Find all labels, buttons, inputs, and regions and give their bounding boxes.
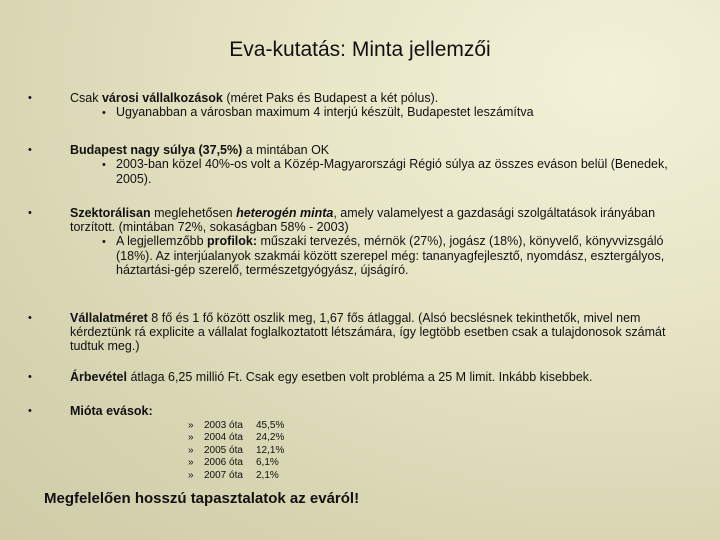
- bullet-item-sector: [28, 206, 688, 277]
- bullet-item-since: [28, 404, 688, 418]
- year-row: [188, 445, 284, 457]
- year-row: [188, 420, 284, 432]
- text-plain: (méret Paks és Budapest a két pólus).: [222, 91, 439, 105]
- chevron-right-icon: »: [188, 444, 194, 456]
- bullet-text: [70, 404, 688, 418]
- text-bold: Vállalatméret: [70, 311, 148, 325]
- chevron-right-icon: »: [188, 420, 194, 431]
- year-value: 12,1%: [256, 444, 285, 456]
- sub-bullet-icon: •: [102, 159, 106, 171]
- year-value: 2,1%: [256, 469, 279, 481]
- chevron-right-icon: »: [188, 457, 194, 469]
- text-bold: profilok:: [207, 234, 258, 248]
- text-bold-italic: heterogén minta: [236, 206, 334, 220]
- year-row: [188, 457, 284, 469]
- text-plain: a mintában OK: [242, 143, 330, 157]
- year-label: 2005 óta: [204, 444, 243, 456]
- text-bold: városi vállalkozások: [101, 91, 223, 105]
- years-list: [188, 420, 284, 482]
- chevron-right-icon: »: [188, 469, 194, 481]
- text-plain: , amely valamelyest a gazdasági szolgáltatások irányában torzított. (mintában 72%, sokaságban 58% - 2003): [70, 206, 656, 234]
- bullet-item-budapest: [28, 143, 688, 186]
- text-bold: Mióta evások:: [70, 404, 153, 418]
- bullet-text: [70, 206, 688, 234]
- bullet-item-revenue: [28, 370, 688, 384]
- sub-bullet-icon: •: [102, 236, 106, 248]
- bullet-item-company-size: [28, 311, 688, 353]
- year-label: 2004 óta: [204, 432, 243, 444]
- sub-bullet-text: Ugyanabban a városban maximum 4 interjú készült, Budapestet leszámítva: [116, 105, 534, 119]
- sub-bullet: [102, 234, 688, 277]
- text-bold: Szektorálisan: [70, 206, 151, 220]
- bullet-text: [70, 91, 688, 105]
- bullet-text: [70, 370, 688, 384]
- sub-bullet-text: 2003-ban közel 40%-os volt a Közép-Magyarországi Régió súlya az összes eváson belül (Benedek, 2005).: [116, 157, 668, 186]
- text-plain: 8 fő és 1 fő között oszlik meg, 1,67 fős átlaggal. (Alsó becslésnek tekinthetők, mivel nem kérdeztünk rá explicite a vállalat foglalkoztatott létszámára, így legtöbb esetben csak a tulajdonosok számát tudtuk meg.): [70, 311, 666, 353]
- text-plain: műszaki tervezés, mérnök (27%), jogász (18%), könyvelő, könyvvizsgáló (18%). Az interjúalanyok szakmái között szerepel még: tananyagfejlesztő, nyomdász, esztergályos, háztartási-gép szerelő, természetgyógyász, újságíró.: [116, 234, 665, 277]
- bullet-icon: •: [28, 312, 32, 324]
- bullet-icon: •: [28, 371, 32, 383]
- chevron-right-icon: »: [188, 432, 194, 444]
- year-row: [188, 470, 284, 482]
- slide-title: Eva-kutatás: Minta jellemzői: [229, 38, 491, 61]
- footer-conclusion: Megfelelően hosszú tapasztalatok az eváról!: [44, 490, 360, 507]
- sub-bullet-icon: •: [102, 107, 106, 119]
- sub-bullet: [102, 157, 688, 186]
- text-plain: Csak: [70, 91, 102, 105]
- text-plain: átlaga 6,25 millió Ft. Csak egy esetben volt probléma a 25 M limit. Inkább kisebbek.: [126, 370, 593, 384]
- year-row: [188, 432, 284, 444]
- bullet-icon: •: [28, 144, 32, 156]
- year-label: 2007 óta: [204, 469, 243, 481]
- text-bold: Budapest nagy súlya (37,5%): [70, 143, 243, 157]
- year-value: 24,2%: [256, 432, 285, 444]
- bullet-icon: •: [28, 207, 32, 219]
- sub-bullet: [102, 105, 688, 120]
- year-value: 45,5%: [256, 420, 285, 431]
- text-bold: Árbevétel: [70, 370, 127, 384]
- bullet-icon: •: [28, 92, 32, 104]
- text-plain: A legjellemzőbb: [116, 234, 208, 248]
- year-value: 6,1%: [256, 457, 279, 469]
- bullet-item-cities: [28, 91, 688, 120]
- bullet-icon: •: [28, 405, 32, 417]
- year-label: 2006 óta: [204, 457, 243, 469]
- bullet-text: [70, 143, 688, 157]
- bullet-text: [70, 311, 688, 353]
- year-label: 2003 óta: [204, 420, 243, 431]
- text-plain: meglehetősen: [150, 206, 237, 220]
